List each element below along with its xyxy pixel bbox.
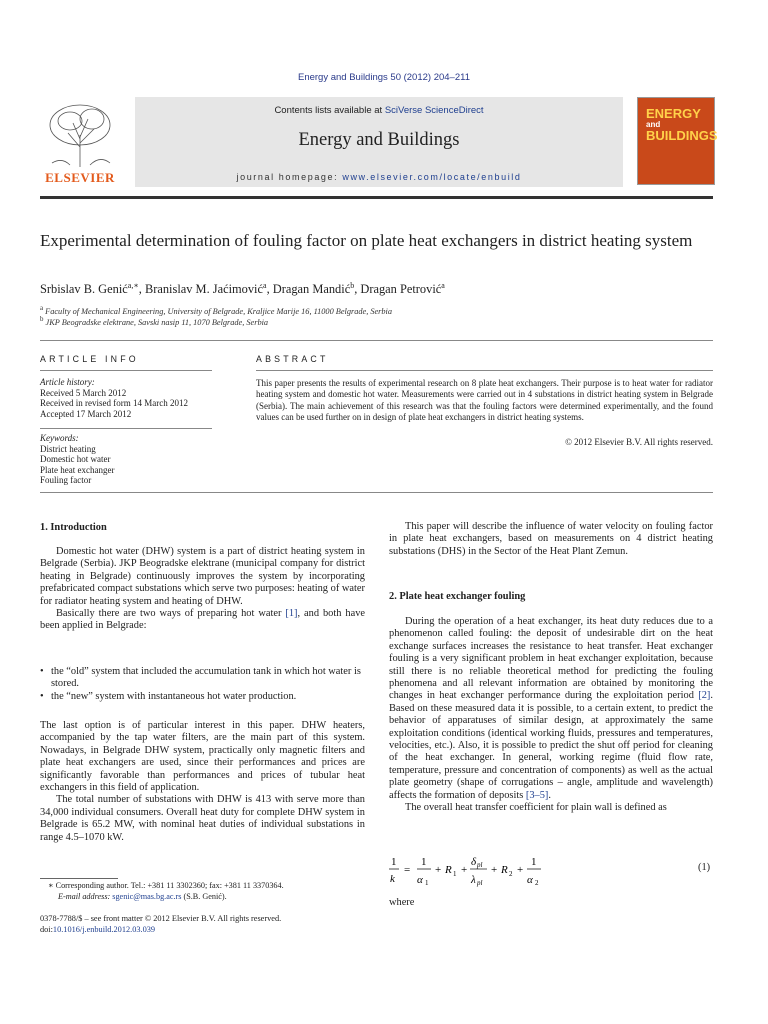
paragraph: The last option is of particular interest in this paper. DHW heaters, accompanied by the tap water filters, are the main part of this system. Nowadays, in Belgrade DHW system, practically only magnetic filters and plate heat exchangers are used, since their performances and prices are significantly favorable than performances and prices of tubular heat exchangers in this field of application.	[40, 720, 365, 794]
svg-text:λ: λ	[471, 874, 476, 886]
svg-text:1: 1	[421, 856, 427, 868]
citation-link[interactable]: [2]	[698, 690, 711, 702]
keywords-rule	[40, 428, 212, 429]
keyword: Plate heat exchanger	[40, 464, 115, 475]
section-heading-introduction: 1. Introduction	[40, 522, 107, 533]
svg-text:+: +	[491, 864, 498, 876]
citation-link[interactable]: [3–5]	[525, 789, 549, 801]
text: Basically there are two ways of preparing hot water	[56, 608, 286, 620]
intro-paragraph-continued	[40, 720, 365, 844]
history-item: Received 5 March 2012	[40, 387, 127, 398]
corresponding-author-footnote	[40, 881, 370, 902]
issn-line: 0378-7788/$ – see front matter © 2012 Elsevier B.V. All rights reserved.	[40, 914, 282, 923]
title-block-divider	[40, 340, 713, 341]
sciencedirect-link[interactable]: SciVerse ScienceDirect	[384, 105, 484, 116]
affiliation-mark: b	[40, 316, 44, 323]
paragraph: The total number of substations with DHW is 413 with serve more than 34,000 individual consumers. Overall heat duty for complete DHW system in Belgrade is 65.2 MW, with nominal heat duties of individual substations in range 4.5–1070 kW.	[40, 794, 365, 843]
list-item-text: the “old” system that included the accumulation tank in which hot water is stored.	[51, 666, 361, 690]
equation-number: (1)	[698, 862, 711, 873]
article-info-rule	[40, 370, 212, 371]
affiliation-mark: a	[40, 305, 44, 312]
author-affil-mark: a	[263, 281, 267, 290]
text: During the operation of a heat exchanger, its heat duty reduces due to a phenomenon called fouling: the deposit of undesirable dirt on the heat exchange surfaces increases the resistance to heat transfer. Heat exchanger fouling is a very significant problem in heat exchanger exploitation, because still there is no reliable theoretical method for predicting the fouling phenomena and all relevant information are obtained by monitoring the changes in heat exchanger performance during the exploitation period	[389, 616, 713, 702]
footnote-rule	[40, 878, 118, 879]
affiliation-text: Faculty of Mechanical Engineering, University of Belgrade, Kraljice Marije 16, 11000 Belgrade, Serbia	[45, 306, 393, 316]
cover-line-3: BUILDINGS	[646, 128, 718, 143]
fouling-paragraph	[389, 616, 713, 815]
author-name: Srbislav B. Genić	[40, 282, 128, 297]
contents-prefix: Contents lists available at	[274, 105, 385, 116]
journal-citation: Energy and Buildings 50 (2012) 204–211	[297, 72, 470, 83]
svg-text:=: =	[404, 864, 411, 876]
abstract-heading: ABSTRACT	[256, 354, 329, 364]
svg-text:2: 2	[509, 870, 513, 878]
section-heading-fouling: 2. Plate heat exchanger fouling	[389, 591, 526, 602]
svg-text:+: +	[517, 864, 524, 876]
svg-text:1: 1	[531, 856, 537, 868]
paragraph: Domestic hot water (DHW) system is a part of district heating system in Belgrade (Serbia). JKP Beogradske elektrane (municipal company for district heating in Belgrade) continuously improves the system by incorporating prefabricated compact substations which serve two purposes: heating of water for radiator heating system and heating of DHW.	[40, 546, 365, 607]
list-item: • the “old” system that included the accumulation tank in which hot water is stored.	[40, 666, 365, 691]
header-divider	[40, 196, 713, 199]
equation-heat-transfer	[389, 854, 709, 894]
footnote-text: ∗ Corresponding author. Tel.: +381 11 3302360; fax: +381 11 3370364.	[48, 881, 284, 890]
email-owner: (S.B. Genić).	[181, 891, 227, 901]
svg-text:2: 2	[535, 879, 539, 887]
svg-text:k: k	[390, 873, 395, 885]
email-label: E-mail address:	[58, 891, 111, 901]
email-line	[40, 892, 370, 903]
paper-title: Experimental determination of fouling factor on plate heat exchangers in district heating system	[40, 231, 693, 250]
keywords	[40, 433, 212, 486]
cover-line-1: ENERGY	[646, 106, 701, 121]
front-matter-notice	[40, 913, 281, 935]
scope-paragraph	[389, 521, 713, 558]
abstract-text: This paper presents the results of experimental research on 8 plate heat exchangers. Their purpose is to heat water for radiator heating system and domestic hot water. Measurements were carried out in 4 substations in district heating system in Belgrade (Serbia). The main achievement of this research was that the fouling factors were determined experimentally, and the found values can be used further on in design of plate heat exchangers in district heating systems.	[256, 378, 713, 423]
equation-graphic	[389, 854, 689, 890]
svg-text:1: 1	[391, 856, 397, 868]
svg-text:δ: δ	[471, 856, 477, 868]
journal-homepage	[135, 172, 623, 182]
author-name: Dragan Petrović	[360, 282, 442, 297]
intro-paragraph	[40, 546, 365, 633]
author-name: Branislav M. Jaćimović	[144, 282, 264, 297]
svg-text:pl: pl	[477, 861, 483, 869]
svg-text:1: 1	[453, 870, 457, 878]
svg-text:α: α	[417, 874, 423, 886]
citation-link[interactable]: [1]	[285, 608, 298, 620]
doi-line	[40, 924, 281, 935]
author-name: Dragan Mandić	[272, 282, 351, 297]
cover-line-2: and	[646, 120, 661, 129]
history-item: Received in revised form 14 March 2012	[40, 398, 188, 408]
svg-text:α: α	[527, 874, 533, 886]
paragraph	[40, 608, 365, 633]
paragraph: This paper will describe the influence of water velocity on fouling factor in plate heat exchangers, based on measurements on 4 district heating substations (DHS) in the Sector of the Heat Plant Zemun.	[389, 521, 713, 557]
homepage-label: journal homepage:	[236, 172, 343, 182]
homepage-link[interactable]: www.elsevier.com/locate/enbuild	[342, 172, 522, 182]
author-list: Srbislav B. Genić$^{a,∗}$, Branislav M. Jaćimović$^a$, Dragan Mandić$^b$, Dragan Petrović$^a$	[40, 281, 445, 297]
keyword: Fouling factor	[40, 475, 92, 485]
journal-cover-image	[637, 97, 718, 185]
keyword: District heating	[40, 443, 96, 454]
publisher-wordmark: ELSEVIER	[45, 170, 115, 185]
svg-text:pl: pl	[477, 879, 483, 887]
author-affil-mark: b	[350, 281, 355, 290]
svg-text:+: +	[461, 864, 468, 876]
contents-availability	[135, 105, 623, 116]
keywords-label: Keywords:	[40, 433, 79, 443]
history-label: Article history:	[40, 377, 95, 387]
where-text: where	[389, 897, 415, 908]
history-item: Accepted 17 March 2012	[40, 408, 132, 419]
journal-title: Energy and Buildings	[298, 130, 460, 150]
svg-text:R: R	[445, 864, 452, 876]
copyright-notice: © 2012 Elsevier B.V. All rights reserved.	[565, 437, 713, 447]
affiliation-text: JKP Beogradske elektrane, Savski nasip 11, 1070 Belgrade, Serbia	[45, 317, 269, 327]
author-affil-mark: a	[441, 281, 445, 290]
bullet-list	[40, 666, 365, 703]
svg-text:R: R	[501, 864, 508, 876]
paragraph	[389, 616, 713, 802]
abstract-rule	[256, 370, 713, 371]
author-affil-mark: a,∗	[127, 281, 139, 290]
paragraph: The overall heat transfer coefficient for plain wall is defined as	[405, 802, 667, 814]
doi-link[interactable]: 10.1016/j.enbuild.2012.03.039	[52, 925, 156, 934]
tree-logo-icon	[40, 97, 135, 169]
front-matter-divider	[40, 492, 713, 493]
article-info-heading: ARTICLE INFO	[40, 354, 139, 364]
text: . Based on these measured data it is possible, to a certain extent, to predict the behavior of apparatuses of similar design, at approximately the same exploitation conditions (identical working fluids, pressures and temperatures, velocities, etc.). Also, it is possible to predict the shut off period for cleaning of the heat exchanger. In general, working regime (fluid flow rate, temperature, pressure and concentration of components) as well as the actual plate geometry (shape of corrugations – angle, amplitude and wavelength) affects the formation of deposits	[389, 690, 713, 801]
affiliation	[40, 316, 720, 327]
keyword: Domestic hot water	[40, 454, 111, 464]
list-item: • the “new” system with instantaneous hot water production.	[40, 690, 297, 702]
text: , and both have been applied in Belgrade:	[40, 608, 365, 632]
affiliation	[40, 305, 720, 316]
svg-text:1: 1	[425, 879, 429, 887]
doi-label: doi:	[40, 925, 53, 934]
svg-text:+: +	[435, 864, 442, 876]
text: .	[548, 789, 551, 801]
list-item-text: the “new” system with instantaneous hot water production.	[51, 690, 297, 702]
article-history	[40, 377, 212, 419]
email-link[interactable]: sgenic@mas.bg.ac.rs	[112, 891, 182, 901]
